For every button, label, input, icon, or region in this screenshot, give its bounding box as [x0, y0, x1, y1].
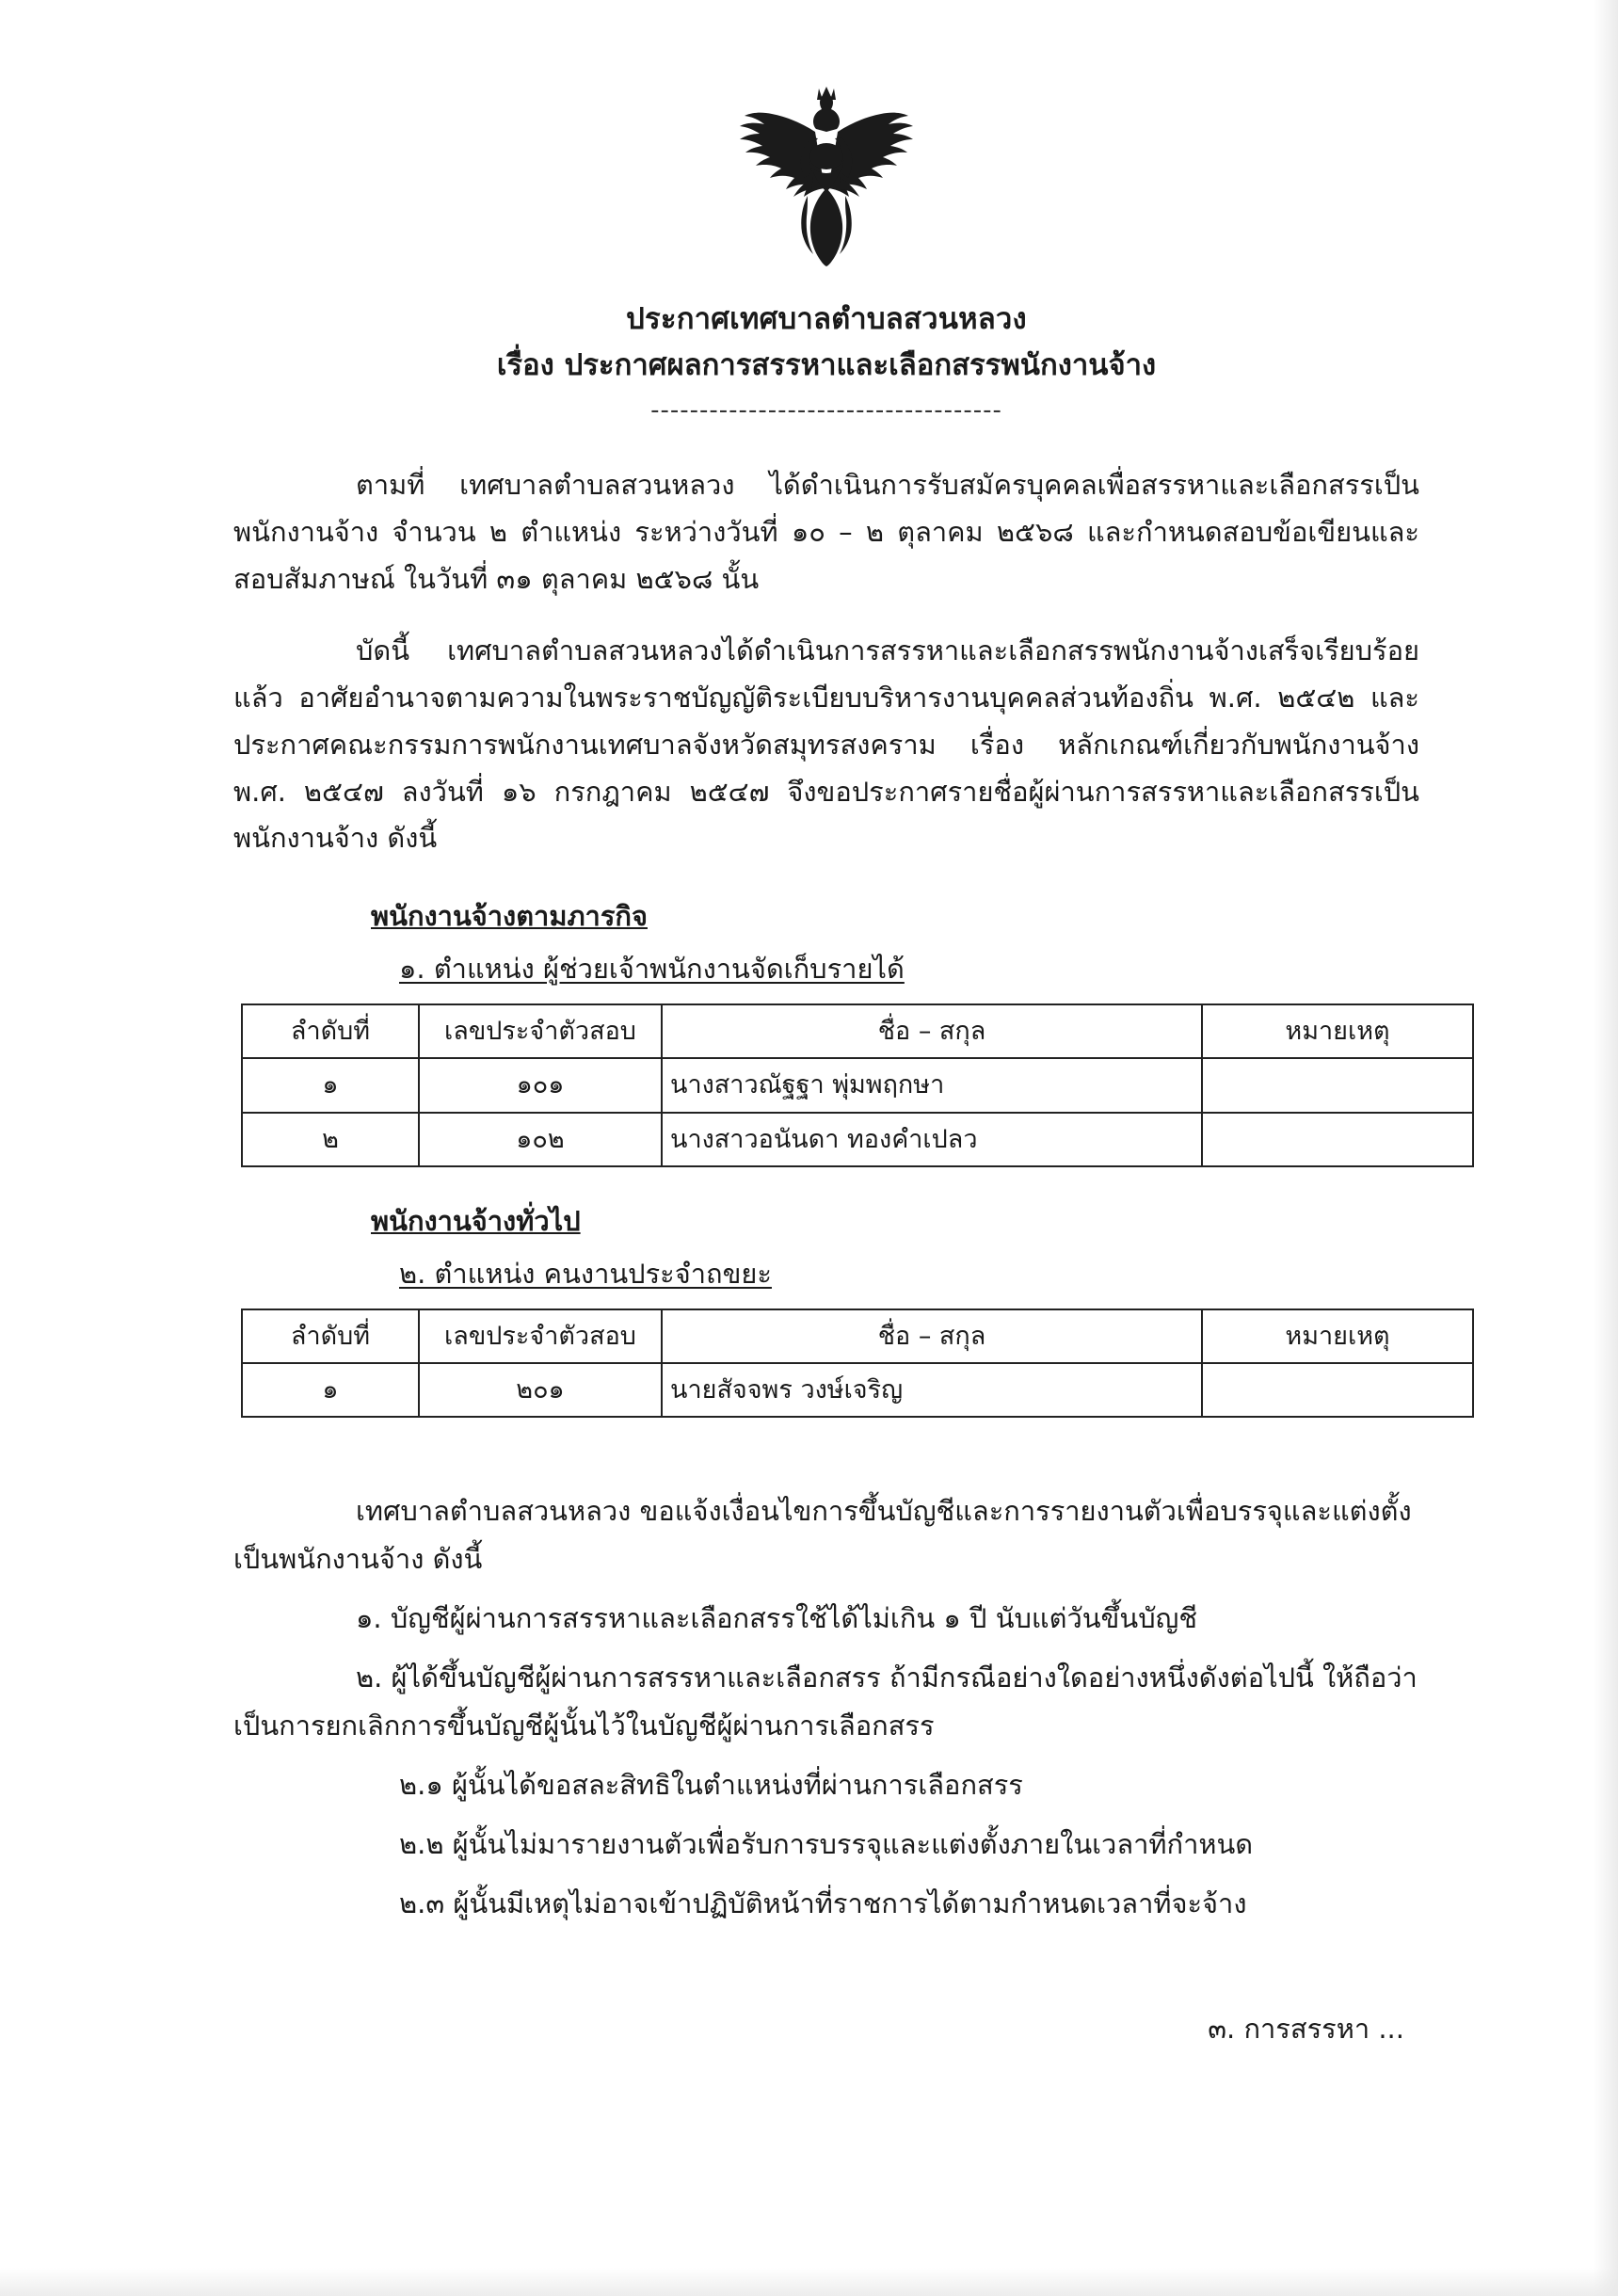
paragraph-3-text: เทศบาลตำบลสวนหลวง ขอแจ้งเงื่อนไขการขึ้นบัญชีและการรายงานตัวเพื่อบรรจุและแต่งตั้งเป็นพนักงานจ้าง ดังนี้ [233, 1494, 1412, 1575]
condition-2-3: ๒.๓ ผู้นั้นมีเหตุไม่อาจเข้าปฏิบัติหน้าที่ราชการได้ตามกำหนดเวลาที่จะจ้าง [399, 1887, 1247, 1920]
cell-exam-code: ๑๐๒ [419, 1113, 662, 1166]
table-header-row [242, 1004, 1473, 1058]
announcement-subject: เรื่อง ประกาศผลการสรรหาและเลือกสรรพนักงานจ้าง [496, 347, 1157, 382]
column-header-note: หมายเหตุ [1202, 1309, 1473, 1363]
section-1-heading: พนักงานจ้างตามภารกิจ [371, 900, 648, 933]
paragraph-1-text: ตามที่ เทศบาลตำบลสวนหลวง ได้ดำเนินการรับสมัครบุคคลเพื่อสรรหาและเลือกสรรเป็นพนักงานจ้าง จำนวน ๒ ตำแหน่ง ระหว่างวันที่ ๑๐ – ๒ ตุลาคม ๒๕๖๘ และกำหนดสอบข้อเขียนและสอบสัมภาษณ์ ในวันที่ ๓๑ ตุลาคม ๒๕๖๘ นั้น [233, 469, 1419, 596]
document-title-block [233, 300, 1419, 425]
column-header-exam-code: เลขประจำตัวสอบ [419, 1004, 662, 1058]
cell-exam-code: ๑๐๑ [419, 1058, 662, 1112]
section-1-position: ๑. ตำแหน่ง ผู้ช่วยเจ้าพนักงานจัดเก็บรายได้ [399, 953, 905, 986]
column-header-note: หมายเหตุ [1202, 1004, 1473, 1058]
paragraph-1 [233, 462, 1419, 603]
table-header-row [242, 1309, 1473, 1363]
section-1-result-table [241, 1003, 1474, 1166]
paragraph-3 [233, 1487, 1419, 1583]
cell-note [1202, 1058, 1473, 1112]
paragraph-2-text: บัดนี้ เทศบาลตำบลสวนหลวงได้ดำเนินการสรรหาและเลือกสรรพนักงานจ้างเสร็จเรียบร้อยแล้ว อาศัยอำนาจตามความในพระราชบัญญัติระเบียบบริหารงานบุคคลส่วนท้องถิ่น พ.ศ. ๒๕๔๒ และประกาศคณะกรรมการพนักงานเทศบาลจังหวัดสมุทรสงคราม เรื่อง หลักเกณฑ์เกี่ยวกับพนักงานจ้าง พ.ศ. ๒๕๔๗ ลงวันที่ ๑๖ กรกฎาคม ๒๕๔๗ จึงขอประกาศรายชื่อผู้ผ่านการสรรหาและเลือกสรรเป็นพนักงานจ้าง ดังนี้ [233, 634, 1419, 855]
cell-name: นางสาวณัฐฐา พุ่มพฤกษา [662, 1058, 1202, 1112]
condition-1: ๑. บัญชีผู้ผ่านการสรรหาและเลือกสรรใช้ได้ไม่เกิน ๑ ปี นับแต่วันขึ้นบัญชี [356, 1601, 1198, 1634]
cell-name: นายสัจจพร วงษ์เจริญ [662, 1363, 1202, 1417]
table-row [242, 1363, 1473, 1417]
condition-2-text: ๒. ผู้ได้ขึ้นบัญชีผู้ผ่านการสรรหาและเลือกสรร ถ้ามีกรณีอย่างใดอย่างหนึ่งดังต่อไปนี้ ให้ถือว่าเป็นการยกเลิกการขึ้นบัญชีผู้นั้นไว้ในบัญชีผู้ผ่านการเลือกสรร [233, 1661, 1418, 1742]
scan-edge-shadow-bottom [0, 2268, 1618, 2296]
table-row [242, 1113, 1473, 1166]
table-row [242, 1058, 1473, 1112]
column-header-exam-code: เลขประจำตัวสอบ [419, 1309, 662, 1363]
column-header-no: ลำดับที่ [242, 1004, 419, 1058]
announcement-title: ประกาศเทศบาลตำบลสวนหลวง [626, 302, 1027, 336]
cell-note [1202, 1113, 1473, 1166]
column-header-name: ชื่อ – สกุล [662, 1309, 1202, 1363]
cell-exam-code: ๒๐๑ [419, 1363, 662, 1417]
condition-2 [233, 1654, 1419, 1750]
scan-edge-shadow-right [1594, 0, 1618, 2296]
cell-name: นางสาวอนันดา ทองคำเปลว [662, 1113, 1202, 1166]
cell-no: ๒ [242, 1113, 419, 1166]
condition-2-2: ๒.๒ ผู้นั้นไม่มารายงานตัวเพื่อรับการบรรจุและแต่งตั้งภายในเวลาที่กำหนด [399, 1828, 1254, 1860]
cell-no: ๑ [242, 1058, 419, 1112]
paragraph-2 [233, 628, 1419, 862]
section-2-heading: พนักงานจ้างทั่วไป [371, 1204, 581, 1237]
thai-garuda-emblem [713, 83, 939, 276]
section-spacer [233, 1418, 1419, 1459]
document-content [233, 0, 1419, 2050]
condition-2-1: ๒.๑ ผู้นั้นได้ขอสละสิทธิในตำแหน่งที่ผ่านการเลือกสรร [399, 1768, 1023, 1801]
cell-no: ๑ [242, 1363, 419, 1417]
column-header-name: ชื่อ – สกุล [662, 1004, 1202, 1058]
title-divider: ------------------------------------ [650, 396, 1002, 425]
column-header-no: ลำดับที่ [242, 1309, 419, 1363]
section-2-result-table [241, 1309, 1474, 1418]
cell-note [1202, 1363, 1473, 1417]
continuation-note: ๓. การสรรหา ... [1208, 2013, 1404, 2046]
section-2-position: ๒. ตำแหน่ง คนงานประจำถขยะ [399, 1257, 772, 1290]
